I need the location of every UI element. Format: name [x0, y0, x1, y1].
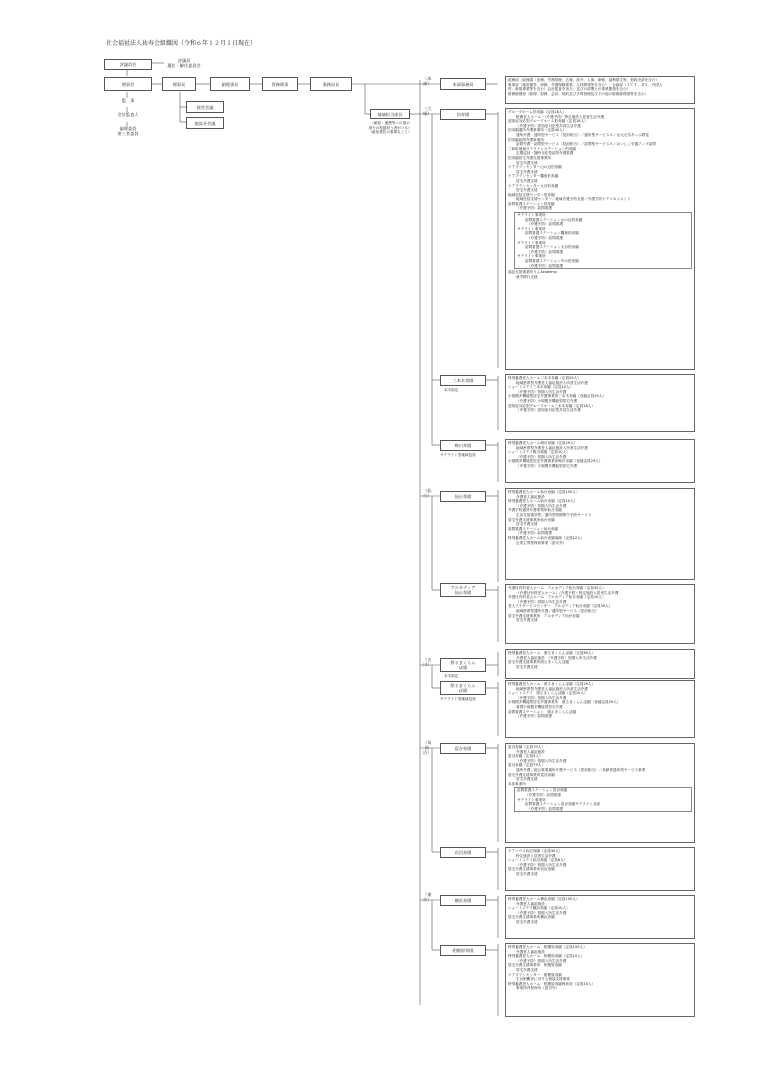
office-tomiya: 富谷寿園: [440, 743, 486, 754]
office-sanbongi-sub: 本木指定: [444, 388, 459, 392]
region-label: （本部）: [423, 76, 432, 86]
facilities-narukawa: 特別養護老人ホーム鳴川寿園（定員29人） 地域密着型介護老人福祉施設入所者生活介護 ショートステイ鳴川寿園（定員10人） （介護予防）短期入所生活介護 小規模多機能型居宅介護事業所鳴川寿園（登録定員29人） （介護予防）小規模多機能型居宅介護: [505, 439, 695, 483]
facilities-yokohama: 特別養護老人ホーム横浜寿園（定員100人） 介護老人福祉施設 ショートステイ横浜寿園（定員10人） （介護予防）短期入所生活介護 居宅介護支援事業所横浜寿園 居宅介護支援: [505, 895, 695, 939]
office-narukawa: 鳴川寿園: [440, 440, 486, 451]
region-label: （東京）: [423, 892, 432, 902]
kansa-label: 監 事: [121, 98, 135, 103]
facilities-sagamihara: 特別養護老人ホーム 相模原寿園（定員100人） 介護老人福祉施設 特別養護老人ホーム 相模原寿園（定員10人） （介護予防）短期入所生活介護 居宅介護支援事業所 相模原寿園 居宅介護支援 ケアプランセンター 相模原寿園 生計困難者に対する相談支援事業 特別養護老人ホーム 相模原寿園保育室（定員10人） 事業所内保育所（認可外）: [505, 943, 695, 1017]
office-terumaku-2-sub: サテライト型地域包括: [440, 697, 476, 701]
keiei-box: 経営会議: [186, 101, 224, 113]
facilities-terumaku-2: 特別養護老人ホーム 照るまくらんぼ園（定員29人） 地域密着型介護老人福祉施設入所者生活介護 ショートステイ 照るまくらんぼ園（定員10人） （介護予防）短期入所生活介護 小規模多機能型居宅介護事業所 照るまくらんぼ園（登録定員29人） 看護小規模多機能型居宅介護 訪問看護ステーション 照るまくらんぼ園 （介護予防）訪問看護: [505, 680, 695, 738]
office-iwanuma: 岩沼寿園: [440, 847, 486, 858]
office-terumaku-2: 照るまくらん ぼ園: [440, 681, 486, 695]
jomu-box: 常務理事: [262, 77, 298, 91]
region-label: （気仙沼）: [423, 740, 432, 755]
honbu-jimukyoku-box: 本部事務局: [440, 78, 486, 90]
office-arcadia: アルカディア 仙台寿園: [440, 583, 486, 597]
region-label: （仙台）: [423, 488, 432, 498]
region-label: （大塚）: [423, 106, 432, 116]
facilities-sendai: 特別養護老人ホーム仙台寿園（定員100人） 介護老人福祉施設 特別養護老人ホーム仙台寿園（定員10人） （介護予防）短期入所生活介護 介護予防通所介護事業所仙台寿園 生活支援通所型／通所型短期集中予防サービス 居宅介護支援事業所仙台寿園 居宅介護支援 訪問看護ステーション仙台寿園 （介護予防）訪問看護 特別養護老人ホーム仙台寿園南館（定員12人） 企業主導型保育事業（認可外）: [505, 488, 695, 580]
page-title: 社会福祉法人祐寿会組織図（令和６年１２月１日現在）: [106, 40, 257, 47]
honbu-note: （統括・連携等への指示 指令の役割担う者がいる） （統括責任の重要なこと）: [368, 121, 412, 135]
office-terumaku-1: 照るまくらん ぼ園: [440, 658, 486, 672]
fukurijicho-box: 副理事長: [210, 77, 250, 91]
facilities-hakujuen: グループホーム伯寿園（定員18人） 軽費老人ホーム・（介護予防）特定施設入居者生活介護 認知症対応型グループホーム伯寿園（定員18人） （介護予防）認知症対応型共同生活介護 伯寿園通所介護事業所（定員40人） 通所介護・通所型サービス（従前相当）／通所型サービスＡ／山元元気あっぷ教室 伯寿園訪問介護事業所 訪問介護・訪問型サービス（従前相当）／訪問型サービスＡ／おいしく栄養アップ訪問 三和町地域サテライトステーション伯寿園 定期巡回・随時対応型訪問介護看護 伯寿園居宅介護支援事業所 居宅介護支援 ケアプランセンター山の辺伯寿園 居宅介護支援 ケアプランセンター鷹巣伯寿園 居宅介護支援 ケアプランセンター大谷伯寿園 居宅介護支援 地域包括支援センター伯寿園 地域包括支援センター／地域介護予防支援／介護予防ケアマネジメント 訪問看護ステーション伯寿園 （介護予防）訪問看護 サテライト事業所 訪問看護ステーション山の辺伯寿園 （介護予防）訪問看護 サテライト事業所 訪問看護ステーション鷹巣伯寿園 （介護予防）訪問看護 サテライト事業所 訪問看護ステーション大谷伯寿園 （介護予防）訪問看護 サテライト事業所 訪問看護ステーション中の伯寿園 （介護予防）訪問看護 福祉支援事業所りんAcademy 就労移行支援: [505, 108, 695, 370]
office-sanbongi: 三本木寿園: [440, 375, 486, 386]
hyogiin-sub-label: 評議員 選任・解任委員会: [167, 58, 201, 68]
facilities-sanbongi: 特別養護老人ホーム三本木寿園（定員29人） 地域密着型介護老人福祉施設入所者生活介護 ショートステイ三本木寿園（定員10人） （介護予防）短期入所生活介護 小規模多機能型居宅介護事業所三本木寿園（登録定員29人） （介護予防）小規模多機能型居宅介護 認知症対応型グループホーム三本木寿園（定員18人） （介護予防）認知症対応型共同生活介護: [505, 374, 695, 432]
facilities-arcadia: 介護付有料老人ホーム アルカディア仙台寿園（定員30人） （介護付有料老人ホーム）（介護予防）特定施設入居者生活介護 介護付有料老人ホーム アルカディア仙台寿園（定員10人） （介護予防）短期入所生活介護 老人デイサービスセンター アルカディア仙台寿園（定員35人） 地域密着型通所介護／通所型サービス（従前相当） 居宅介護支援事業所 アルカディア仙台寿園 居宅介護支援: [505, 584, 695, 644]
office-hakujuen: 伯寿園: [440, 109, 486, 120]
jimukyokucho-box: 事務局長: [310, 77, 352, 91]
kaikei-label: 会計監査人: [117, 112, 139, 117]
facilities-tomiya: 富谷寿園（定員70人） 介護老人福祉施設 富谷寿園（定員4人） （介護予防）短期入所生活介護 富谷寿園（定員79人） 通所介護／総合事業通所介護サービス（従前相当）／高齢者通所型サービス事業 居宅介護支援事業所富谷寿園 居宅介護支援 本体事業所 訪問看護ステーション富谷寿園 （介護予防）訪問看護 サテライト事業所 訪問看護ステーション富谷寿園サテライト北部 （介護予防）訪問看護: [505, 743, 695, 843]
facilities-terumaku-1: 特別養護老人ホーム 照るまくらんぼ園（定員80人） 介護老人福祉施設 （介護予防）短期入所生活介護 居宅介護支援事業所照るまくらんぼ園 居宅介護支援: [505, 649, 695, 679]
rinri-label: 倫理委員 第三者委員: [117, 126, 139, 136]
facilities-iwanuma: ケアハウス岩沼寿園（定員40人） 特定施設入居者生活介護 ショートステイ岩沼寿園（定員8人） （介護予防）短期入所生活介護 居宅介護支援事業所岩沼寿園 居宅介護支援: [505, 847, 695, 891]
office-sendai: 仙台寿園: [440, 491, 486, 502]
rijicho-box: 理事長: [162, 77, 196, 91]
office-narukawa-sub: サテライト型地域包括: [440, 453, 476, 457]
hyogiin-box: 評議員会: [104, 59, 152, 70]
honbu-jimukyoku-detail: 総務部（総務課（庶務、労務管理、広報、渉外、人事、研修、福利厚生等、契約決済を含む） 事業部（施設運営、研修、介護保険事業、人材開発等を含む）、企画部（ＩＣＴ、ＤＸ、外国人 材、新規事業等を含む）会計監査を担当、並びの部署との事業開発を含む） 財務経理部（経理、財務、会計、契約及び予算管理及びその他の財務経理部等を含む）: [505, 76, 695, 104]
office-sagamihara: 相模原寿園: [440, 945, 486, 956]
rijikai-box: 理事会: [104, 77, 152, 91]
honbu-box: 地域担当部長: [370, 109, 410, 119]
shisetsu-box: 施設長会議: [186, 117, 224, 129]
region-label: （古川）: [423, 657, 432, 667]
office-terumaku-1-sub: 本木指定: [444, 674, 459, 678]
office-yokohama: 横浜寿園: [440, 895, 486, 906]
